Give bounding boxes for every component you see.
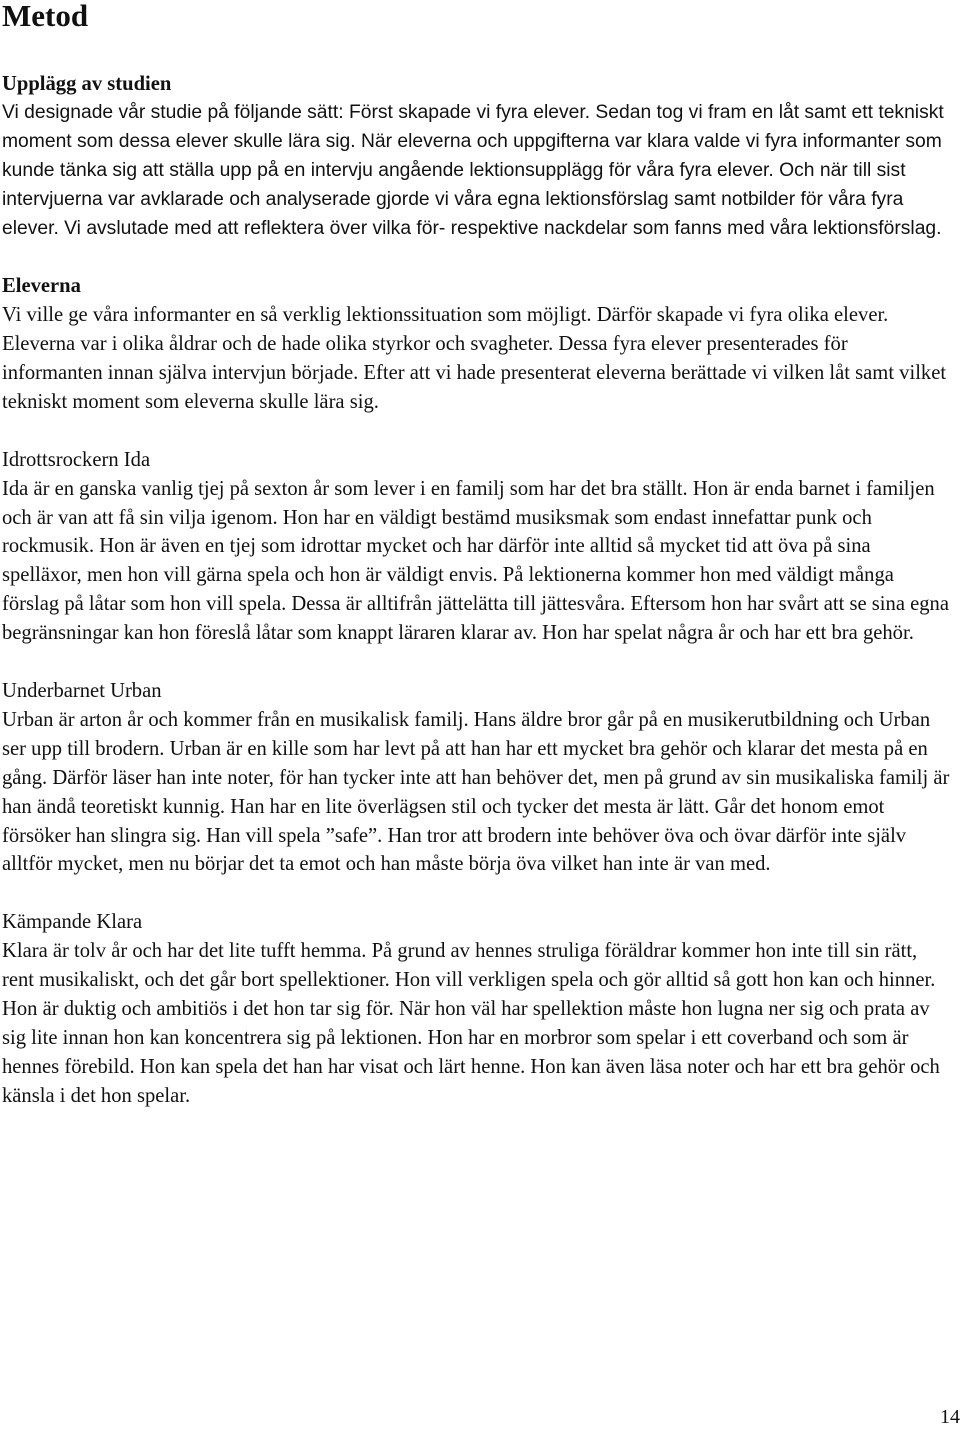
section-heading: Upplägg av studien [2,73,172,95]
section-heading: Kämpande Klara [2,911,143,934]
section-heading: Underbarnet Urban [2,679,162,702]
body-run-sans: Och när till sist intervjuerna var avklarade och analyserade gjorde vi våra egna lektionsförslag samt notbilder för våra fyra elever. Vi avslutade med att reflektera över vilka för- respektive nackdelar som fanns med våra lektionsförslag. [2,159,942,239]
section-body [2,99,952,244]
page-number: 14 [940,1406,960,1428]
document-page [2,0,952,1139]
section-ida [2,446,952,648]
section-upplagg [2,70,952,243]
section-body: Klara är tolv år och har det lite tufft hemma. På grund av hennes struliga föräldrar kommer hon inte till sin rätt, rent musikaliskt, och det går bort spellektioner. Hon vill verkligen spela och gör alltid så gott hon kan och hinner. Hon är duktig och ambitiös i det hon tar sig för. När hon väl har spellektion måste hon lugna ner sig och prata av sig lite innan hon kan koncentrera sig på lektionen. Hon har en morbror som spelar i ett coverband och som är hennes förebild. Hon kan spela det han har visat och lärt henne. Hon kan även läsa noter och har ett bra gehör och känsla i det hon spelar. [2,940,940,1107]
section-eleverna [2,272,952,417]
section-heading: Idrottsrockern Ida [2,448,151,471]
section-body: Ida är en ganska vanlig tjej på sexton år som lever i en familj som har det bra ställt. Hon är enda barnet i familjen och är van att få sin vilja igenom. Hon har en väldigt bestämd musiksmak som endast innefattar punk och rockmusik. Hon är även en tjej som idrottar mycket och har därför inte alltid så mycket tid att öva på sina spelläxor, men hon vill gärna spela och hon är väldigt envis. På lektionerna kommer hon med väldigt många förslag på låtar som hon vill spela. Dessa är alltifrån jättelätta till jättesvåra. Eftersom hon har svårt att se sina egna begränsningar kan hon föreslå låtar som knappt läraren klarar av. Hon har spelat några år och har ett bra gehör. [2,477,949,645]
section-klara [2,908,952,1110]
section-urban [2,677,952,879]
body-run-sans: Vi designade vår studie på följande sätt: Först skapade vi fyra elever. Sedan tog vi fram en låt samt ett tekniskt moment som dessa elever skulle lära sig. När eleverna och uppgifterna var klara valde vi fyra informanter som kunde tänka sig att ställa upp på en intervju angående lektionsupplägg för våra fyra elever. [2,101,944,181]
section-body: Vi ville ge våra informanter en så verklig lektionssituation som möjligt. Därför skapade vi fyra olika elever. Eleverna var i olika åldrar och de hade olika styrkor och svagheter. Dessa fyra elever presenterades för informanten innan själva intervjun började. Efter att vi hade presenterat eleverna berättade vi vilken låt samt vilket tekniskt moment som eleverna skulle lära sig. [2,304,947,413]
section-body: Urban är arton år och kommer från en musikalisk familj. Hans äldre bror går på en musikerutbildning och Urban ser upp till brodern. Urban är en kille som har levt på att han har ett mycket bra gehör och klarar det mesta på en gång. Därför läser han inte noter, för han tycker inte att han behöver det, men på grund av sin musikaliska familj är han ändå teoretiskt kunnig. Han har en lite överlägsen stil och tycker det mesta är lätt. Går det honom emot försöker han slingra sig. Han vill spela ”safe”. Han tror att brodern inte behöver öva och övar därför inte själv alltför mycket, men nu börjar det ta emot och han måste börja öva vilket han inte är van med. [2,708,950,876]
page-title: Metod [2,0,89,33]
section-heading: Eleverna [2,275,81,298]
